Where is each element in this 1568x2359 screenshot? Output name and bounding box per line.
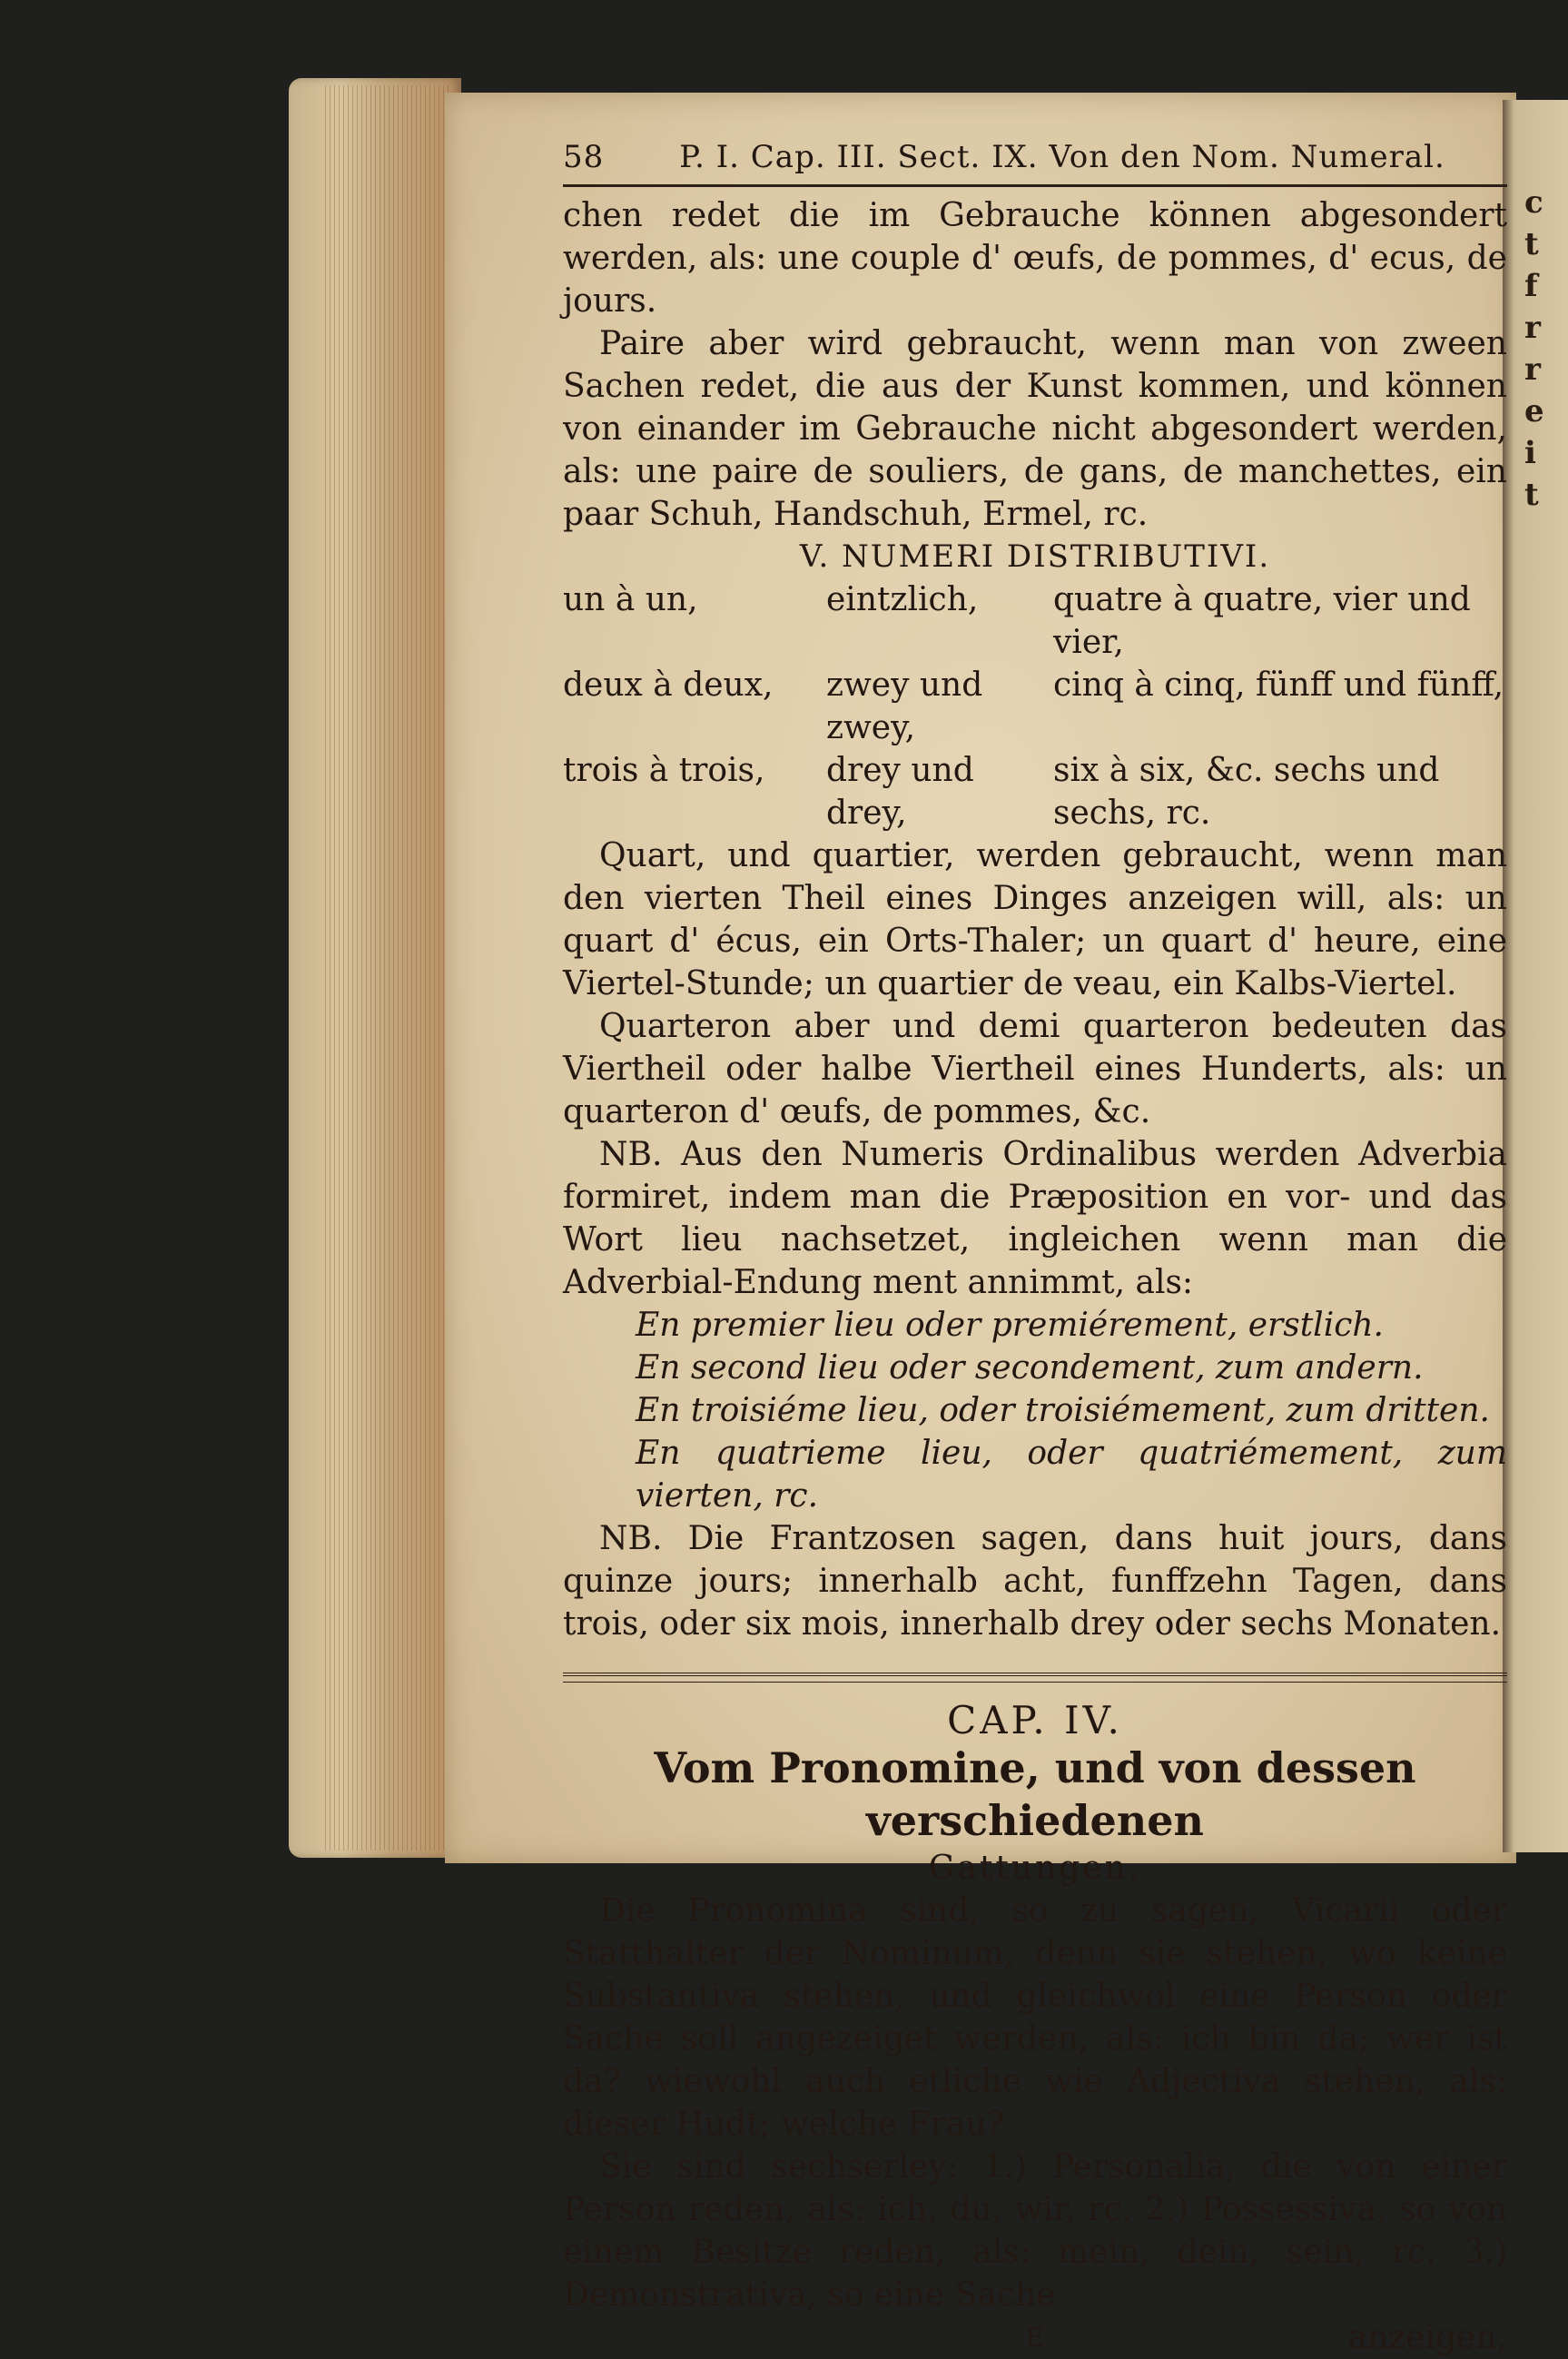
example-line: En quatrieme lieu, oder quatriémement, zum vierten, rc.	[636, 1435, 1507, 1515]
chapter-title: Vom Pronomine, und von dessen verschiedenen	[654, 1743, 1416, 1845]
chapter-rule	[563, 1673, 1507, 1683]
table-cell: deux à deux,	[563, 666, 774, 704]
table-cell: quatre à quatre, vier und vier,	[1053, 581, 1471, 661]
page-number: 58	[563, 139, 605, 175]
facing-glyph: f	[1524, 268, 1538, 304]
table-cell: eintzlich,	[826, 581, 979, 618]
table-cell: drey und drey,	[826, 752, 974, 832]
quarteron-paragraph: Quarteron aber und demi quarteron bedeuten das Viertheil oder halbe Viertheil eines Hunderts, als: un quarteron d' œufs, de pommes, &c.	[563, 1008, 1507, 1130]
pronomina-paragraph: Die Pronomina sind, so zu sagen, Vicarii oder Statthalter der Nominum, denn sie stehen, wo keine Substantiva stehen, und gleichwol eine Person oder Sache soll angezeiget werden, als: ich bin da; wer ist da? wiewohl auch etliche wie Adjectiva stehen, als: dieser Hudt; welche Frau?	[563, 1892, 1507, 2143]
table-cell: zwey und zwey,	[826, 666, 983, 746]
chapter-number: CAP. IV.	[947, 1698, 1123, 1742]
running-title: P. I. Cap. III. Sect. IX. Von den Nom. Numeral.	[679, 139, 1445, 175]
sechserley-paragraph: Sie sind sechserley: 1.) Personalia, die von einer Person reden, als: ich, du, wir, rc. 2.) Possessiva, so von einem Besitze reden, als: mein, dein, sein, rc. 3.) Demonstrativa, so eine Sache	[563, 2148, 1507, 2314]
top-paragraph: chen redet die im Gebrauche können abgesondert werden, als: une couple d' œufs, de pommes, d' ecus, de jours.	[563, 197, 1507, 320]
book-page-edges	[289, 78, 461, 1858]
table-cell: cinq à cinq, fünff und fünff,	[1053, 666, 1504, 704]
facing-glyph: t	[1524, 477, 1539, 513]
facing-glyph: t	[1524, 226, 1539, 262]
facing-glyph: r	[1524, 351, 1541, 388]
catchword: anzeigen,	[1347, 2319, 1507, 2356]
page-text	[563, 136, 1507, 2359]
nb-frantzosen-paragraph: NB. Die Frantzosen sagen, dans huit jours, dans quinze jours; innerhalb acht, funffzehn Tagen, dans trois, oder six mois, innerhalb drey oder sechs Monaten.	[563, 1520, 1507, 1643]
facing-page-edge	[1503, 100, 1568, 1852]
quart-paragraph: Quart, und quartier, werden gebraucht, wenn man den vierten Theil eines Dinges anzeigen will, als: un quart d' écus, ein Orts-Thaler; un quart d' heure, eine Viertel-Stunde; un quartier de veau, ein Kalbs-Viertel.	[563, 837, 1507, 1002]
paire-paragraph: Paire aber wird gebraucht, wenn man von zween Sachen redet, die aus der Kunst kommen, und können von einander im Gebrauche nicht abgesondert werden, als: une paire de souliers, de gans, de manchettes, ein paar Schuh, Handschuh, Ermel, rc.	[563, 325, 1507, 533]
distributive-table	[563, 578, 1507, 834]
running-head	[563, 136, 1507, 187]
facing-glyph: c	[1524, 184, 1543, 221]
signature-mark: E	[1025, 2323, 1045, 2353]
example-line: En premier lieu oder premiérement, erstlich.	[636, 1307, 1384, 1344]
table-cell: trois à trois,	[563, 752, 765, 789]
table-cell: un à un,	[563, 581, 698, 618]
example-line: En troisiéme lieu, oder troisiémement, zum dritten.	[636, 1392, 1490, 1429]
facing-glyph: r	[1524, 310, 1541, 346]
nb-ordinal-paragraph: NB. Aus den Numeris Ordinalibus werden Adverbia formiret, indem man die Præposition en vor- und das Wort lieu nachsetzet, ingleichen wenn man die Adverbial-Endung ment annimmt, als:	[563, 1136, 1507, 1301]
facing-page-glyphs	[1524, 182, 1561, 516]
chapter-subtitle: Gattungen.	[928, 1850, 1142, 1887]
section-heading: V. NUMERI DISTRIBUTIVI.	[799, 538, 1271, 575]
table-cell: six à six, &c. sechs und sechs, rc.	[1053, 752, 1440, 832]
example-line: En second lieu oder secondement, zum andern.	[636, 1349, 1424, 1387]
facing-glyph: i	[1524, 435, 1536, 471]
adverb-examples	[563, 1304, 1507, 1517]
facing-glyph: e	[1524, 393, 1544, 429]
